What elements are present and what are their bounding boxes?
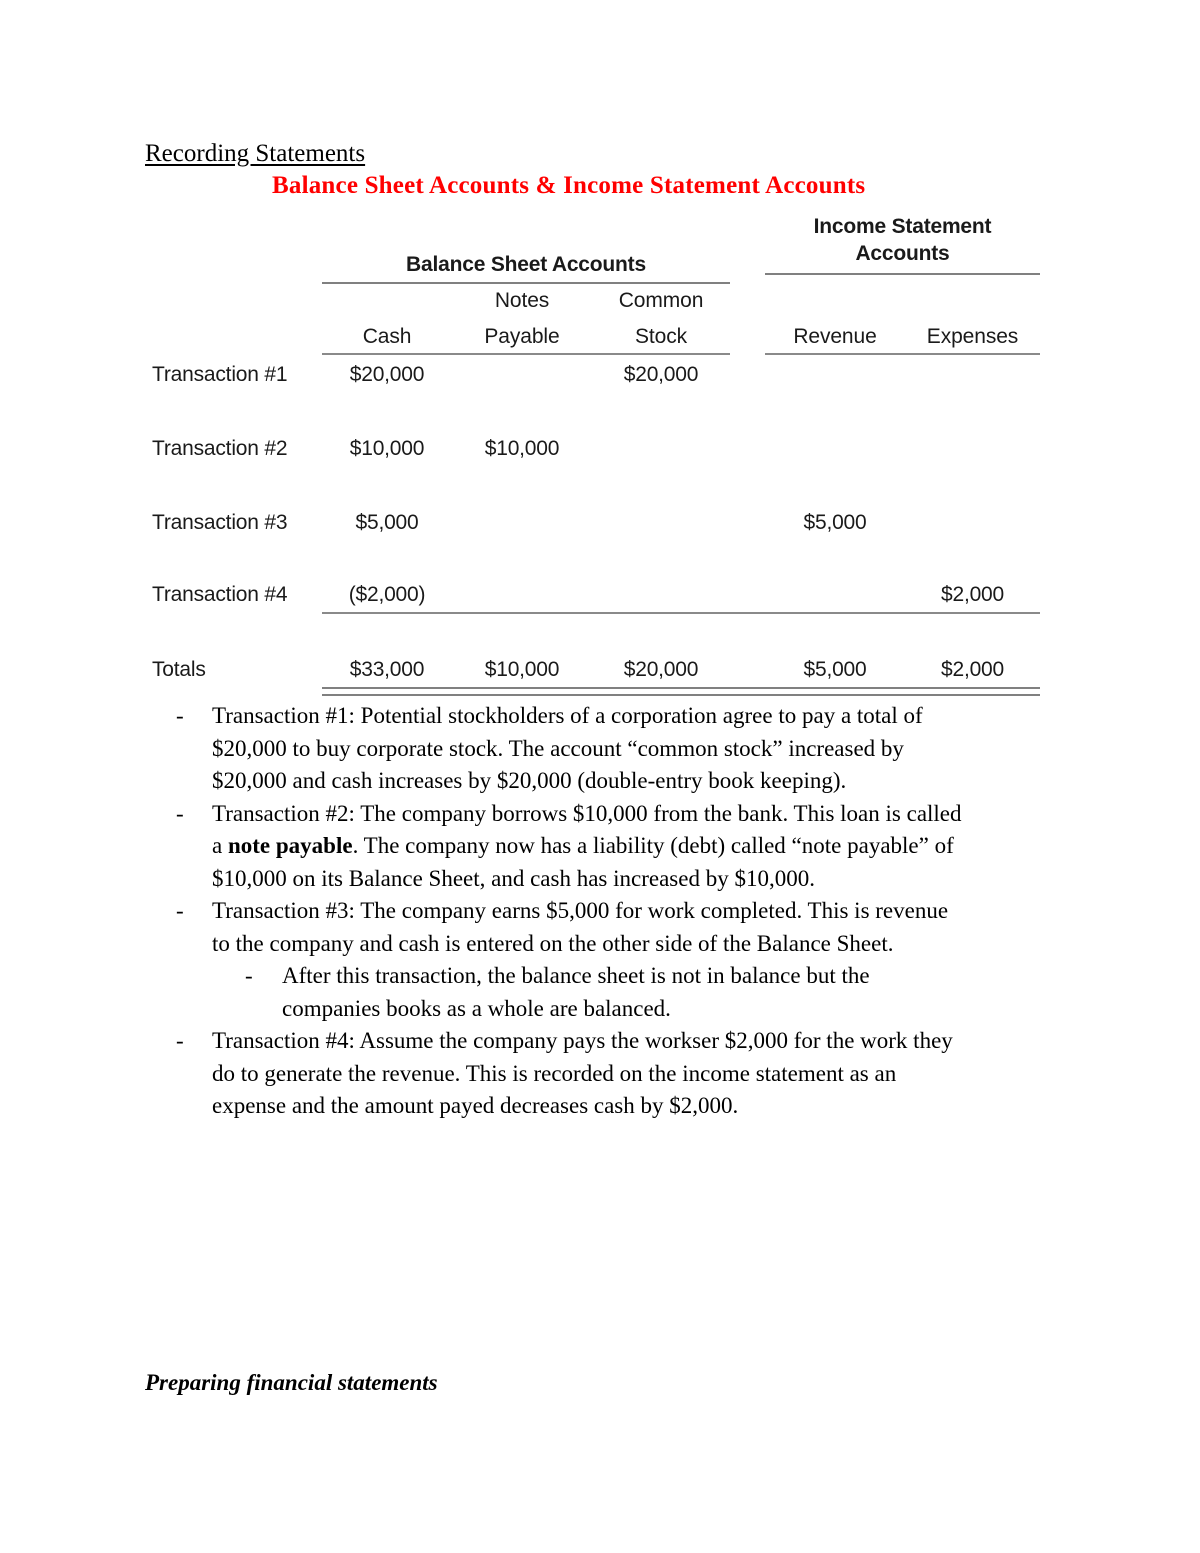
rule-below-totals-double (322, 687, 1040, 696)
transactions-table (0, 205, 1200, 695)
list-item-line: Transaction #1: Potential stockholders of a corporation agree to pay a total of (212, 703, 923, 728)
col-header-revenue-line2: Revenue (793, 325, 877, 348)
section-heading-red: Balance Sheet Accounts & Income Statement Accounts (272, 172, 866, 199)
list-item-line: a note payable. The company now has a liability (debt) called “note payable” of (212, 833, 954, 858)
row-label-transaction-1: Transaction #1 (152, 363, 288, 386)
group-header-income-statement (765, 213, 1040, 267)
group-header-balance-sheet: Balance Sheet Accounts (406, 253, 646, 276)
row-label-transaction-2: Transaction #2 (152, 437, 288, 460)
col-header-notes-line1: Notes (494, 289, 550, 312)
list-item-line: $20,000 and cash increases by $20,000 (double-entry book keeping). (212, 768, 847, 793)
cell-transaction-1-cash: $20,000 (349, 363, 425, 386)
rule-balance-sheet-group (322, 282, 730, 284)
list-item-line: $10,000 on its Balance Sheet, and cash has increased by $10,000. (212, 865, 815, 891)
group-header-income-statement-line2: Accounts (855, 242, 950, 265)
bullet-dash-icon: - (176, 800, 184, 826)
list-item-line: Transaction #4: Assume the company pays the workser $2,000 for the work they (212, 1028, 953, 1053)
list-item-line: $20,000 to buy corporate stock. The account “common stock” increased by (212, 735, 904, 761)
list-item-line: Transaction #3: The company earns $5,000 for work completed. This is revenue (212, 898, 949, 923)
col-header-common-line2: Stock (634, 325, 688, 348)
list-item (0, 798, 1200, 896)
list-item (0, 1025, 1200, 1123)
bullet-dash-icon: - (176, 703, 184, 728)
row-label-transaction-4: Transaction #4 (152, 583, 288, 606)
page-title: Recording Statements (145, 140, 366, 167)
cell-transaction-3-cash: $5,000 (355, 511, 419, 534)
cell-transaction-1-common-stock: $20,000 (623, 363, 699, 386)
group-header-income-statement-line1: Income Statement (813, 215, 992, 238)
col-header-expenses-line2: Expenses (926, 325, 1019, 348)
list-item (0, 700, 1200, 798)
list-item-line: expense and the amount payed decreases cash by $2,000. (212, 1093, 739, 1118)
row-label-totals: Totals (152, 658, 206, 681)
cell-totals-revenue: $5,000 (803, 658, 867, 681)
cell-transaction-4-expenses: $2,000 (940, 583, 1005, 606)
cell-totals-cash: $33,000 (349, 658, 425, 681)
list-item-line: After this transaction, the balance sheet is not in balance but the (282, 963, 870, 988)
rule-income-statement-columns (765, 353, 1040, 355)
list-item-line: Transaction #2: The company borrows $10,000 from the bank. This loan is called (212, 800, 962, 826)
list-item (0, 960, 1200, 1025)
bullet-dash-icon: - (176, 898, 184, 923)
list-item-line: do to generate the revenue. This is recorded on the income statement as an (212, 1060, 897, 1086)
list-item (0, 895, 1200, 960)
bullet-dash-icon: - (245, 963, 253, 988)
transaction-notes-list (0, 700, 1200, 1123)
row-label-transaction-3: Transaction #3 (152, 511, 288, 534)
cell-transaction-2-cash: $10,000 (349, 437, 425, 460)
rule-balance-sheet-columns (322, 353, 730, 355)
bullet-dash-icon: - (176, 1028, 184, 1053)
rule-above-totals (322, 612, 1040, 614)
cell-transaction-2-notes-payable: $10,000 (484, 437, 560, 460)
list-item-line: companies books as a whole are balanced. (282, 995, 671, 1021)
cell-totals-notes-payable: $10,000 (484, 658, 560, 681)
list-item-line: to the company and cash is entered on the other side of the Balance Sheet. (212, 930, 894, 956)
cell-totals-expenses: $2,000 (940, 658, 1005, 681)
col-header-common-line1: Common (618, 289, 704, 312)
col-header-notes-line2: Payable (484, 325, 560, 348)
cell-transaction-3-revenue: $5,000 (803, 511, 867, 534)
col-header-cash-line2: Cash (362, 325, 412, 348)
cell-totals-common-stock: $20,000 (623, 658, 699, 681)
footer-note: Preparing financial statements (145, 1370, 438, 1395)
rule-income-statement-group (765, 273, 1040, 275)
cell-transaction-4-cash: ($2,000) (348, 583, 426, 606)
